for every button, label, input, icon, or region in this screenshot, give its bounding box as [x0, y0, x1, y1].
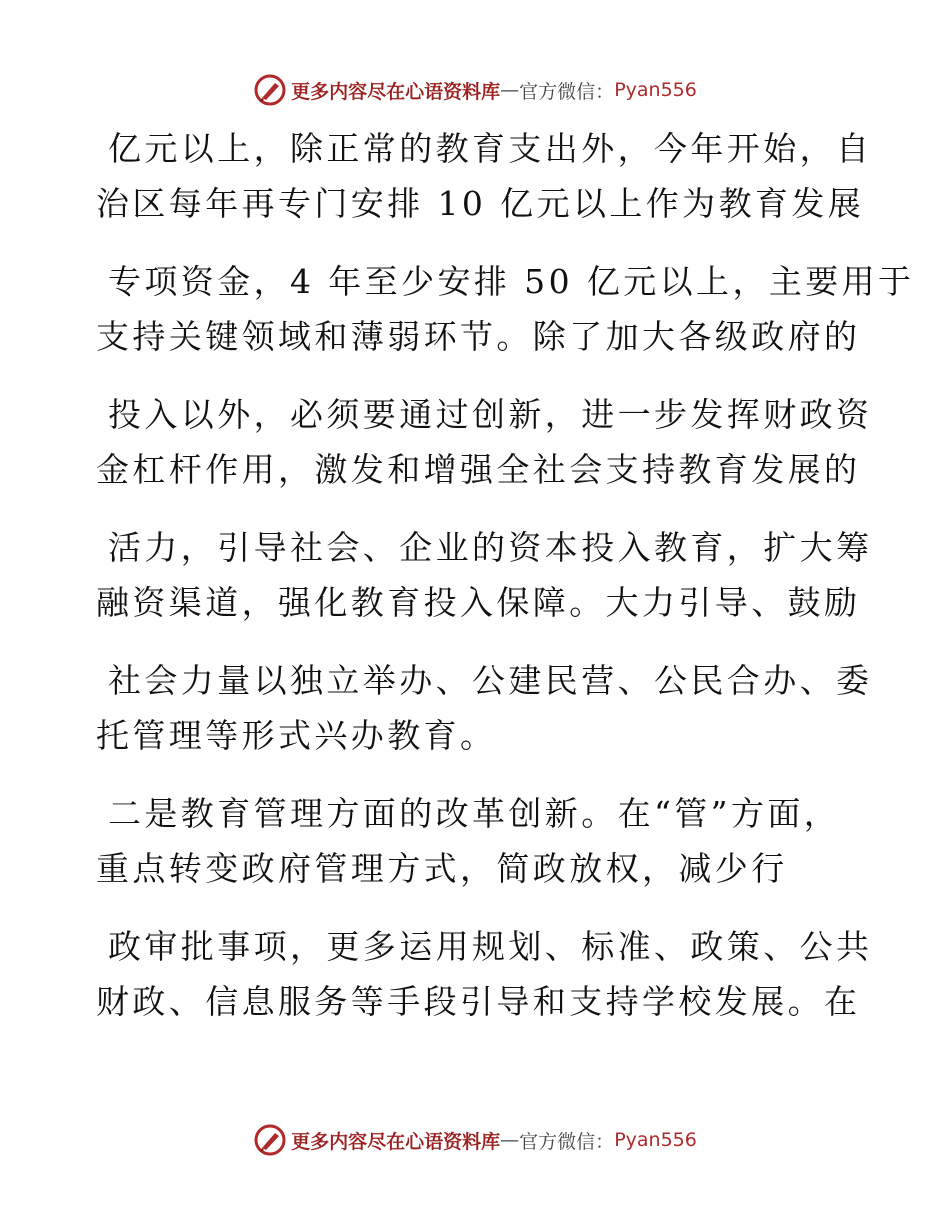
text-line: 亿元以上，除正常的教育支出外，今年开始，自 [108, 129, 873, 168]
pen-logo-icon [253, 1123, 287, 1157]
watermark-label: 官方微信： [519, 80, 615, 103]
text-line: 财政、信息服务等手段引导和支持学校发展。在 [96, 982, 861, 1021]
watermark-dash: — [500, 1129, 520, 1151]
text-line: 支持关键领域和薄弱环节。除了加大各级政府的 [96, 317, 861, 356]
text-line: 政审批事项，更多运用规划、标准、政策、公共 [108, 927, 873, 966]
text-line: 重点转变政府管理方式，简政放权，减少行 [96, 849, 788, 888]
text-line: 治区每年再专门安排 10 亿元以上作为教育发展 [96, 184, 865, 223]
text-line: 社会力量以独立举办、公建民营、公民合办、委 [108, 661, 873, 700]
watermark-brand-text: 更多内容尽在心语资料库 [291, 80, 501, 103]
text-line: 托管理等形式兴办教育。 [96, 716, 497, 755]
watermark-wechat-id: Pyan556 [614, 79, 697, 101]
header-watermark [0, 70, 950, 110]
text-line: 金杠杆作用，激发和增强全社会支持教育发展的 [96, 450, 861, 489]
watermark-wechat-id: Pyan556 [614, 1129, 697, 1151]
text-line: 投入以外，必须要通过创新，进一步发挥财政资 [108, 395, 873, 434]
text-line: 融资渠道，强化教育投入保障。大力引导、鼓励 [96, 583, 861, 622]
text-line: 活力，引导社会、企业的资本投入教育，扩大筹 [108, 528, 873, 567]
text-line: 专项资金，4 年至少安排 50 亿元以上，主要用于 [108, 262, 915, 301]
watermark-label: 官方微信： [519, 1130, 615, 1153]
watermark-dash: — [500, 79, 520, 101]
pen-logo-icon [253, 73, 287, 107]
watermark-brand-text: 更多内容尽在心语资料库 [291, 1130, 501, 1153]
footer-watermark [0, 1120, 950, 1160]
text-line: 二是教育管理方面的改革创新。在“管”方面， [108, 794, 841, 833]
